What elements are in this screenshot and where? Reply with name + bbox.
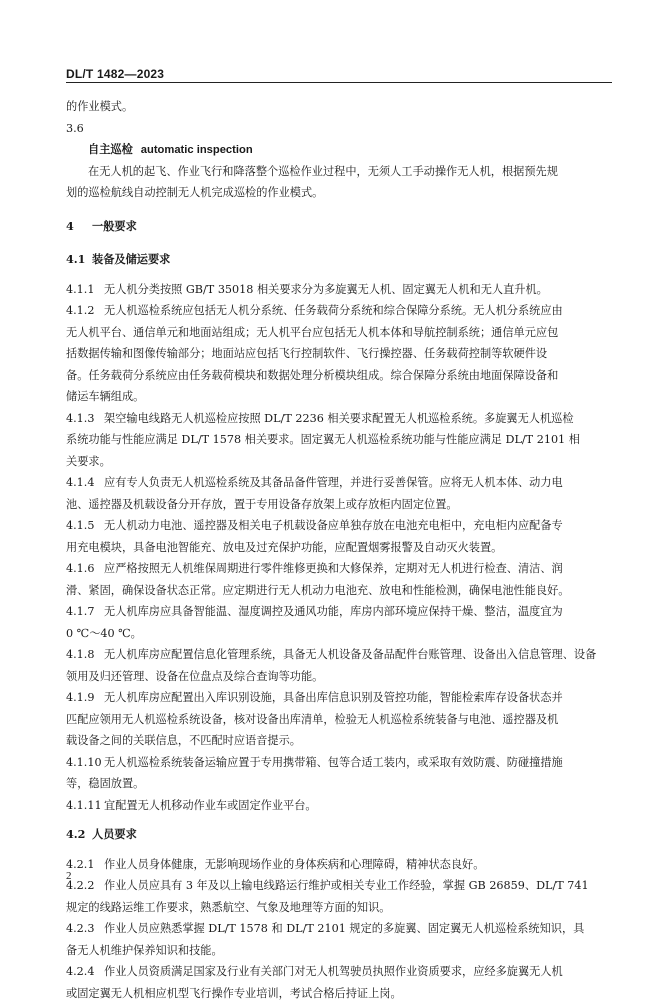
subsection-number: 4.2 bbox=[66, 824, 92, 846]
clause-4-2-4 bbox=[66, 961, 614, 1004]
subsection-heading-4-1 bbox=[66, 249, 614, 271]
term-en: automatic inspection bbox=[141, 144, 253, 156]
clause-4-2-1 bbox=[66, 854, 614, 876]
subsection-heading-4-2 bbox=[66, 824, 614, 846]
term-number: 3.6 bbox=[66, 118, 614, 140]
clause-text: 备。任务载荷分系统应由任务载荷模块和数据处理分析模块组成。综合保障分系统由地面保障设备和 bbox=[66, 365, 614, 387]
clause-4-1-6 bbox=[66, 558, 614, 601]
clause-text: 作业人员应具有 3 年及以上输电线路运行维护或相关专业工作经验，掌握 GB 26859、DL/T 741 bbox=[104, 879, 589, 892]
clause-number: 4.1.6 bbox=[66, 558, 104, 580]
clause-number: 4.2.3 bbox=[66, 918, 104, 940]
clause-4-1-11 bbox=[66, 795, 614, 817]
clause-text: 备无人机维护保养知识和技能。 bbox=[66, 940, 614, 962]
clause-text: 作业人员身体健康，无影响现场作业的身体疾病和心理障碍，精神状态良好。 bbox=[104, 858, 484, 871]
clause-4-2-3 bbox=[66, 918, 614, 961]
clause-text: 用充电模块，具备电池智能充、放电及过充保护功能，应配置烟雾报警及自动灭火装置。 bbox=[66, 537, 614, 559]
term-definition-line: 在无人机的起飞、作业飞行和降落整个巡检作业过程中，无须人工手动操作无人机，根据预先规 bbox=[66, 161, 614, 183]
clause-text: 无人机库房应配置出入库识别设施，具备出库信息识别及管控功能，智能检索库存设备状态并 bbox=[104, 691, 563, 704]
clause-4-1-1 bbox=[66, 279, 614, 301]
clause-4-1-8 bbox=[66, 644, 614, 687]
clause-text: 匹配应领用无人机巡检系统设备，核对设备出库清单，检验无人机巡检系统装备与电池、遥控器及机 bbox=[66, 709, 614, 731]
section-heading-4 bbox=[66, 216, 614, 238]
clause-text: 池、遥控器及机载设备分开存放，置于专用设备存放架上或存放柜内固定位置。 bbox=[66, 494, 614, 516]
clause-text: 无人机库房应配置信息化管理系统，具备无人机设备及备品配件台账管理、设备出入信息管理、设备 bbox=[104, 648, 596, 661]
clause-text: 储运车辆组成。 bbox=[66, 386, 614, 408]
clause-text: 无人机库房应具备智能温、湿度调控及通风功能，库房内部环境应保持干燥、整洁，温度宜为 bbox=[104, 605, 563, 618]
clause-4-1-5 bbox=[66, 515, 614, 558]
subsection-title: 人员要求 bbox=[92, 827, 137, 841]
clause-4-1-3 bbox=[66, 408, 614, 473]
term-cn: 自主巡检 bbox=[88, 142, 133, 156]
clause-number: 4.1.3 bbox=[66, 408, 104, 430]
clause-text: 宜配置无人机移动作业车或固定作业平台。 bbox=[104, 799, 317, 812]
clause-text: 0 ℃～40 ℃。 bbox=[66, 623, 614, 645]
clause-text: 等，稳固放置。 bbox=[66, 773, 614, 795]
term-heading bbox=[66, 139, 614, 161]
clause-text: 无人机平台、通信单元和地面站组成；无人机平台应包括无人机本体和导航控制系统；通信单元应包 bbox=[66, 322, 614, 344]
clause-number: 4.1.1 bbox=[66, 279, 104, 301]
header-rule bbox=[66, 82, 612, 83]
document-code: DL/T 1482—2023 bbox=[66, 64, 164, 86]
clause-text: 无人机动力电池、遥控器及相关电子机载设备应单独存放在电池充电柜中，充电柜内应配备专 bbox=[104, 519, 563, 532]
clause-4-1-10 bbox=[66, 752, 614, 795]
clause-number: 4.2.1 bbox=[66, 854, 104, 876]
clause-number: 4.1.5 bbox=[66, 515, 104, 537]
clause-text: 关要求。 bbox=[66, 451, 614, 473]
clause-text: 作业人员资质满足国家及行业有关部门对无人机驾驶员执照作业资质要求，应经多旋翼无人机 bbox=[104, 965, 563, 978]
clause-number: 4.1.4 bbox=[66, 472, 104, 494]
clause-number: 4.1.10 bbox=[66, 752, 104, 774]
page-number: 2 bbox=[66, 866, 72, 888]
clause-number: 4.2.2 bbox=[66, 875, 104, 897]
clause-4-1-7 bbox=[66, 601, 614, 644]
clause-text: 滑、紧固，确保设备状态正常。应定期进行无人机动力电池充、放电和性能检测，确保电池性能良好。 bbox=[66, 580, 614, 602]
clause-text: 无人机巡检系统应包括无人机分系统、任务载荷分系统和综合保障分系统。无人机分系统应由 bbox=[104, 304, 563, 317]
subsection-number: 4.1 bbox=[66, 249, 92, 271]
clause-text: 架空输电线路无人机巡检应按照 DL/T 2236 相关要求配置无人机巡检系统。多旋翼无人机巡检 bbox=[104, 412, 574, 425]
continuation-line: 的作业模式。 bbox=[66, 96, 614, 118]
clause-text: 规定的线路运维工作要求，熟悉航空、气象及地理等方面的知识。 bbox=[66, 897, 614, 919]
section-title: 一般要求 bbox=[92, 219, 137, 233]
clause-4-1-2 bbox=[66, 300, 614, 408]
clause-number: 4.2.4 bbox=[66, 961, 104, 983]
clause-number: 4.1.11 bbox=[66, 795, 104, 817]
clause-text: 载设备之间的关联信息，不匹配时应语音提示。 bbox=[66, 730, 614, 752]
clause-number: 4.1.8 bbox=[66, 644, 104, 666]
clause-number: 4.1.2 bbox=[66, 300, 104, 322]
clause-text: 无人机巡检系统装备运输应置于专用携带箱、包等合适工装内，或采取有效防震、防碰撞措施 bbox=[104, 756, 563, 769]
subsection-title: 装备及储运要求 bbox=[92, 252, 170, 266]
clause-4-2-2 bbox=[66, 875, 614, 918]
clause-text: 或固定翼无人机相应机型飞行操作专业培训，考试合格后持证上岗。 bbox=[66, 983, 614, 1004]
clause-text: 应严格按照无人机维保周期进行零件维修更换和大修保养，定期对无人机进行检查、清洁、润 bbox=[104, 562, 563, 575]
clause-text: 作业人员应熟悉掌握 DL/T 1578 和 DL/T 2101 规定的多旋翼、固定翼无人机巡检系统知识，具 bbox=[104, 922, 584, 935]
section-number: 4 bbox=[66, 216, 92, 238]
term-definition-line: 划的巡检航线自动控制无人机完成巡检的作业模式。 bbox=[66, 182, 614, 204]
clause-text: 领用及归还管理、设备在位盘点及综合查询等功能。 bbox=[66, 666, 614, 688]
clause-text: 无人机分类按照 GB/T 35018 相关要求分为多旋翼无人机、固定翼无人机和无人直升机。 bbox=[104, 283, 548, 296]
clause-4-1-9 bbox=[66, 687, 614, 752]
clause-4-1-4 bbox=[66, 472, 614, 515]
document-body bbox=[66, 96, 614, 1004]
clause-number: 4.1.7 bbox=[66, 601, 104, 623]
clause-number: 4.1.9 bbox=[66, 687, 104, 709]
clause-text: 括数据传输和图像传输部分；地面站应包括飞行控制软件、飞行操控器、任务载荷控制等软硬件设 bbox=[66, 343, 614, 365]
clause-text: 应有专人负责无人机巡检系统及其备品备件管理，并进行妥善保管。应将无人机本体、动力电 bbox=[104, 476, 563, 489]
clause-text: 系统功能与性能应满足 DL/T 1578 相关要求。固定翼无人机巡检系统功能与性能应满足 DL/T 2101 相 bbox=[66, 429, 614, 451]
